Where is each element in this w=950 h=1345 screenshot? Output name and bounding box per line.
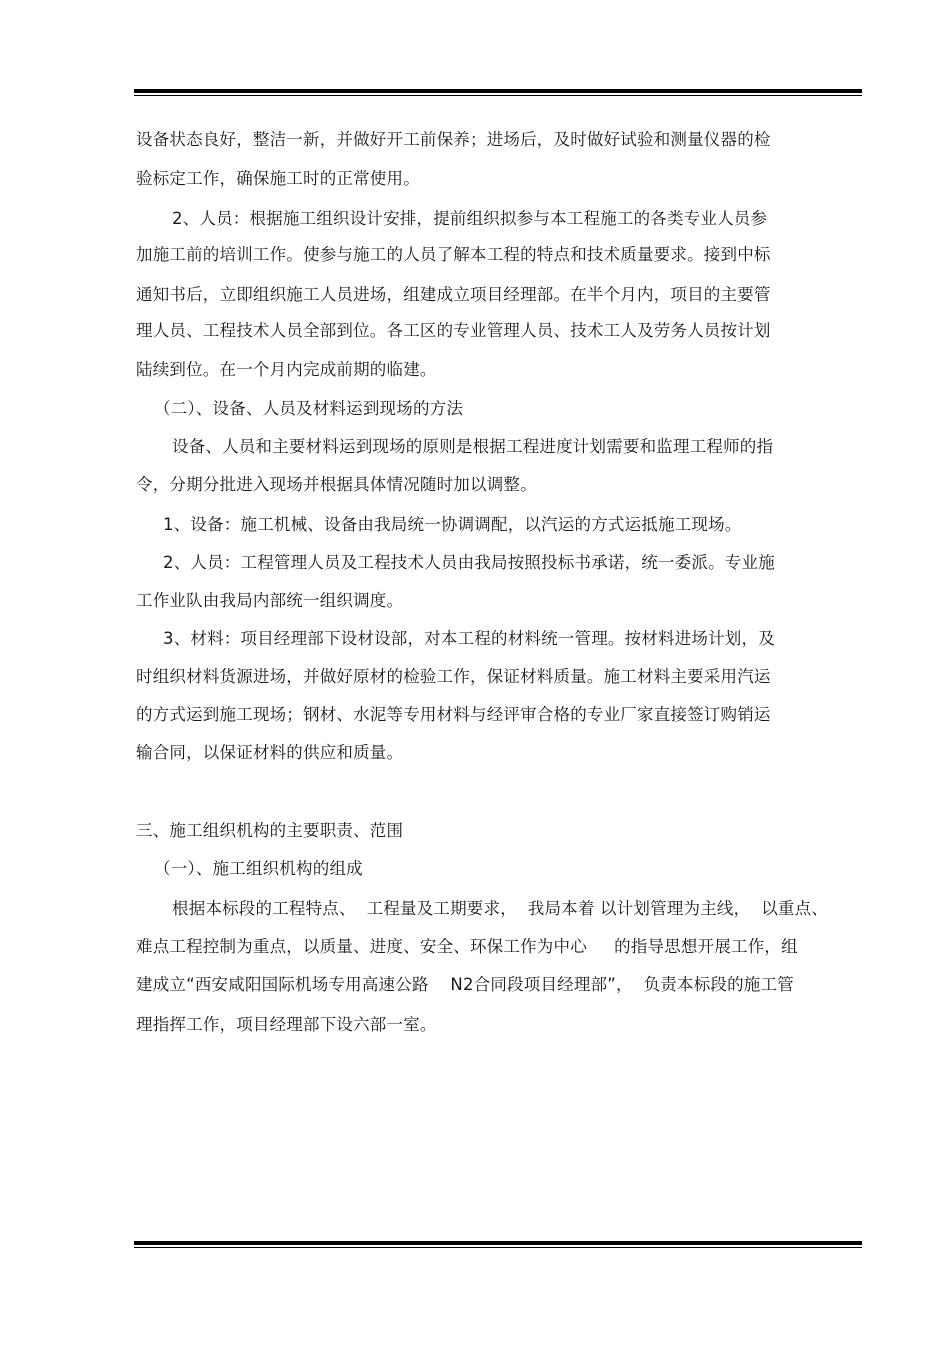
text-line: 设备、人员和主要材料运到现场的原则是根据工程进度计划需要和监理工程师的指 bbox=[172, 437, 774, 456]
text-line: 1、设备：施工机械、设备由我局统一协调调配，以汽运的方式运抵施工现场。 bbox=[163, 515, 742, 534]
text-line: 的方式运到施工现场；钢材、水泥等专用材料与经评审合格的专业厂家直接签订购销运 bbox=[136, 705, 771, 724]
section-heading: （二）、设备、人员及材料运到现场的方法 bbox=[154, 399, 464, 418]
section-heading: 三、施工组织机构的主要职责、范围 bbox=[136, 821, 404, 840]
text-line: 通知书后，立即组织施工人员进场，组建成立项目经理部。在半个月内，项目的主要管 bbox=[136, 285, 771, 304]
header-rule bbox=[134, 89, 862, 96]
text-line: 难点工程控制为重点，以质量、进度、安全、环保工作为中心 的指导思想开展工作，组 bbox=[136, 937, 798, 956]
text-line: 3、材料：项目经理部下设材设部，对本工程的材料统一管理。按材料进场计划，及 bbox=[163, 629, 775, 648]
text-line: 2、人员：工程管理人员及工程技术人员由我局按照投标书承诺，统一委派。专业施 bbox=[163, 553, 775, 572]
text-line: 加施工前的培训工作。使参与施工的人员了解本工程的特点和技术质量要求。接到中标 bbox=[136, 245, 771, 264]
footer-rule bbox=[134, 1241, 862, 1248]
text-line: 理指挥工作，项目经理部下设六部一室。 bbox=[136, 1015, 437, 1034]
text-line: 令，分期分批进入现场并根据具体情况随时加以调整。 bbox=[136, 475, 537, 494]
section-heading: （一）、施工组织机构的组成 bbox=[154, 859, 363, 878]
text-line: 理人员、工程技术人员全部到位。各工区的专业管理人员、技术工人及劳务人员按计划 bbox=[136, 321, 771, 340]
text-line: 建成立“西安咸阳国际机场专用高速公路 N2合同段项目经理部”， 负责本标段的施工管 bbox=[136, 975, 794, 994]
text-line: 根据本标段的工程特点、 工程量及工期要求， 我局本着 以计划管理为主线， 以重点、 bbox=[172, 899, 829, 918]
text-line: 验标定工作，确保施工时的正常使用。 bbox=[136, 169, 420, 188]
text-line: 设备状态良好，整洁一新，并做好开工前保养；进场后，及时做好试验和测量仪器的检 bbox=[136, 130, 771, 149]
text-line: 工作业队由我局内部统一组织调度。 bbox=[136, 591, 404, 610]
text-line: 陆续到位。在一个月内完成前期的临建。 bbox=[136, 360, 437, 379]
text-line: 2、人员：根据施工组织设计安排，提前组织拟参与本工程施工的各类专业人员参 bbox=[172, 209, 768, 228]
text-line: 时组织材料货源进场，并做好原材的检验工作，保证材料质量。施工材料主要采用汽运 bbox=[136, 667, 771, 686]
text-line: 输合同，以保证材料的供应和质量。 bbox=[136, 743, 404, 762]
